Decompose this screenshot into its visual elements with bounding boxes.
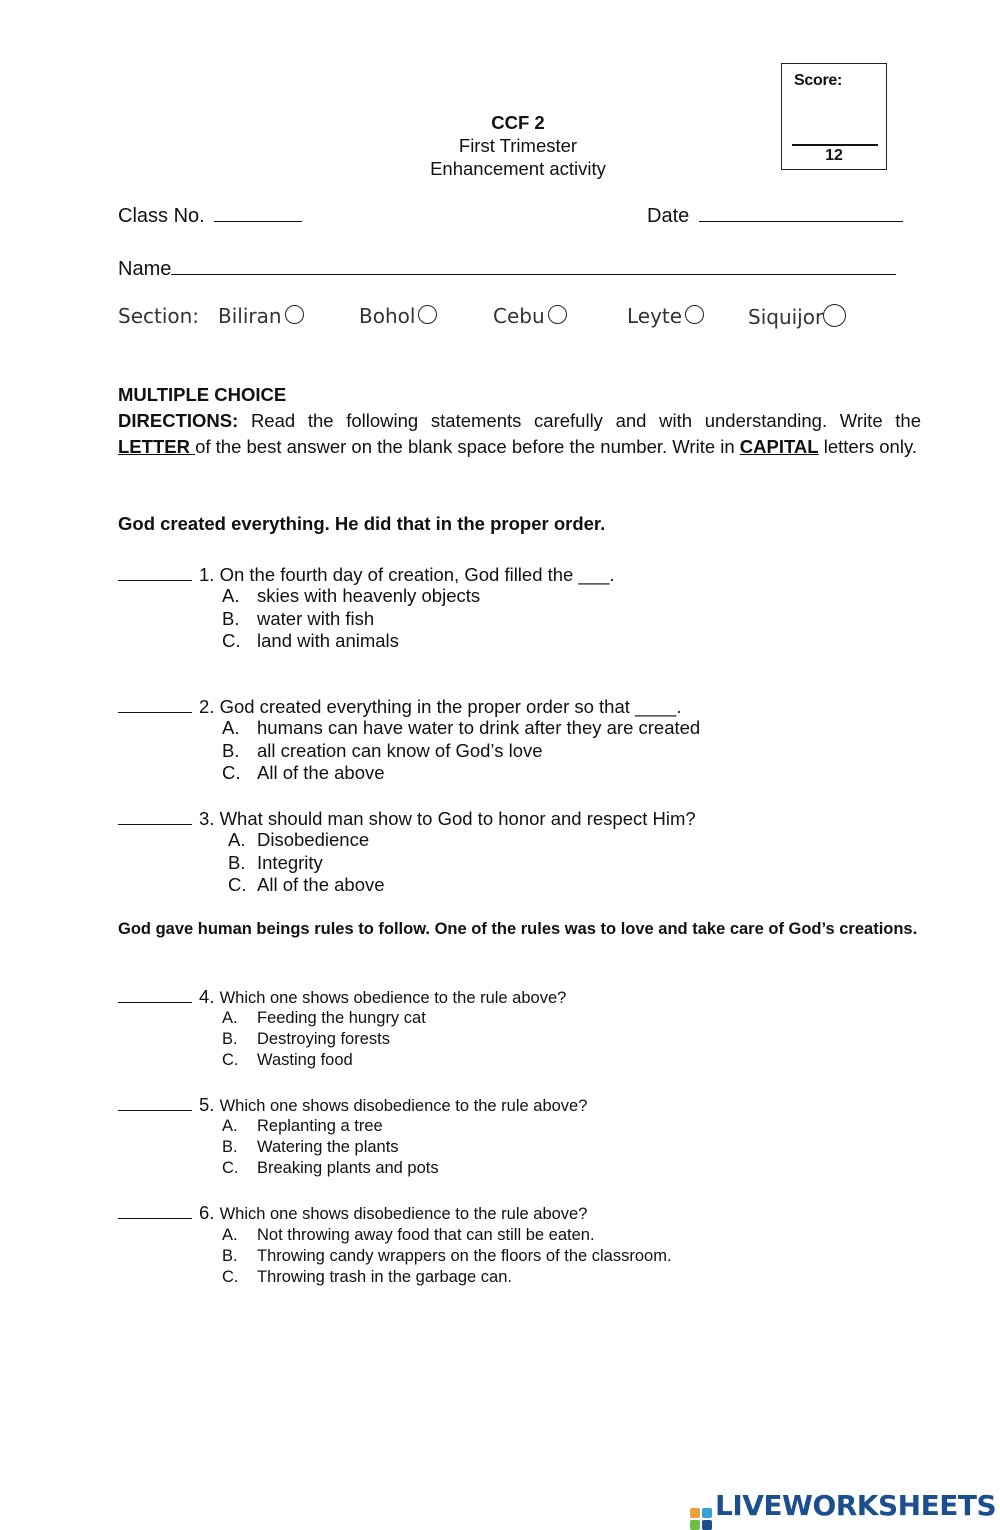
class-no-field	[118, 203, 302, 228]
date-field	[647, 203, 903, 228]
radio-circle-icon[interactable]	[285, 305, 304, 324]
option-b: B. Integrity	[228, 851, 323, 873]
radio-circle-icon[interactable]	[418, 305, 437, 324]
answer-blank[interactable]	[118, 562, 192, 581]
option-c: C. All of the above	[222, 762, 385, 783]
name-label: Name	[118, 258, 172, 280]
score-total: 12	[825, 147, 843, 164]
liveworksheets-wordmark: LIVEWORKSHEETS	[715, 1489, 997, 1522]
answer-blank[interactable]	[118, 694, 192, 713]
score-blank[interactable]	[792, 144, 878, 146]
liveworksheets-logo	[690, 1489, 996, 1530]
option-a: A. Replanting a tree	[222, 1117, 383, 1135]
question-6: 6. Which one shows disobedience to the rule above?	[118, 1200, 587, 1224]
score-label: Score:	[794, 72, 842, 89]
date-blank[interactable]	[699, 203, 903, 222]
score-box	[781, 63, 887, 170]
section-option-bohol[interactable]: Bohol	[359, 304, 437, 328]
liveworksheets-logo-icon	[690, 1508, 712, 1530]
option-c: C. Wasting food	[222, 1051, 353, 1069]
question-6-options	[222, 1225, 672, 1288]
section-label: Section:	[118, 304, 200, 328]
course-code: CCF 2	[491, 112, 545, 133]
date-label: Date	[647, 205, 690, 227]
activity-label: Enhancement activity	[430, 158, 606, 179]
term-label: First Trimester	[458, 135, 578, 156]
option-c: C. All of the above	[228, 874, 385, 895]
part1-heading: God created everything. He did that in the proper order.	[118, 513, 606, 534]
name-field	[118, 256, 896, 281]
question-1: 1. On the fourth day of creation, God filled the ___.	[118, 562, 615, 586]
question-2: 2. God created everything in the proper order so that ____.	[118, 694, 681, 718]
option-c: C. land with animals	[222, 630, 399, 651]
question-1-options	[222, 585, 480, 653]
worksheet-title	[318, 111, 718, 180]
question-3: 3. What should man show to God to honor and respect Him?	[118, 806, 696, 830]
option-a: A. Disobedience	[228, 829, 370, 850]
section-option-leyte[interactable]: Leyte	[627, 304, 704, 328]
option-a: A. Feeding the hungry cat	[222, 1009, 426, 1027]
option-b: B. all creation can know of God’s love	[222, 739, 543, 761]
option-b: B. Watering the plants	[222, 1138, 399, 1156]
directions: DIRECTIONS: Read the following statements carefully and with understanding. Write the LETTER of the best answer on the blank space before the number. Write in CAPITAL letters only.	[118, 410, 922, 457]
answer-blank[interactable]	[118, 806, 192, 825]
section-heading: MULTIPLE CHOICE	[118, 384, 287, 405]
question-4: 4. Which one shows obedience to the rule above?	[118, 984, 566, 1008]
part2-heading: God gave human beings rules to follow. One of the rules was to love and take care of God’s creations.	[118, 920, 918, 938]
radio-circle-icon[interactable]	[548, 305, 567, 324]
option-c: C. Throwing trash in the garbage can.	[222, 1268, 512, 1286]
question-4-options	[222, 1008, 426, 1071]
option-b: B. Throwing candy wrappers on the floors of the classroom.	[222, 1247, 672, 1265]
option-b: B. Destroying forests	[222, 1030, 390, 1048]
question-5-options	[222, 1116, 439, 1179]
name-blank[interactable]	[171, 256, 896, 275]
option-a: A. humans can have water to drink after they are created	[222, 717, 701, 738]
section-option-cebu[interactable]: Cebu	[493, 304, 567, 328]
section-option-biliran[interactable]: Biliran	[218, 304, 304, 328]
class-no-label: Class No.	[118, 205, 205, 227]
option-a: A. skies with heavenly objects	[222, 585, 481, 606]
question-5: 5. Which one shows disobedience to the rule above?	[118, 1092, 587, 1116]
answer-blank[interactable]	[118, 1092, 192, 1111]
answer-blank[interactable]	[118, 1200, 192, 1219]
question-2-options	[222, 717, 700, 785]
radio-circle-icon[interactable]	[685, 305, 704, 324]
answer-blank[interactable]	[118, 984, 192, 1003]
option-c: C. Breaking plants and pots	[222, 1159, 439, 1177]
class-no-blank[interactable]	[214, 203, 302, 222]
section-option-siquijor[interactable]: Siquijor	[748, 304, 846, 329]
radio-circle-icon[interactable]	[823, 304, 846, 327]
option-b: B. water with fish	[222, 607, 375, 629]
option-a: A. Not throwing away food that can still be eaten.	[222, 1226, 595, 1244]
question-3-options	[228, 829, 385, 897]
